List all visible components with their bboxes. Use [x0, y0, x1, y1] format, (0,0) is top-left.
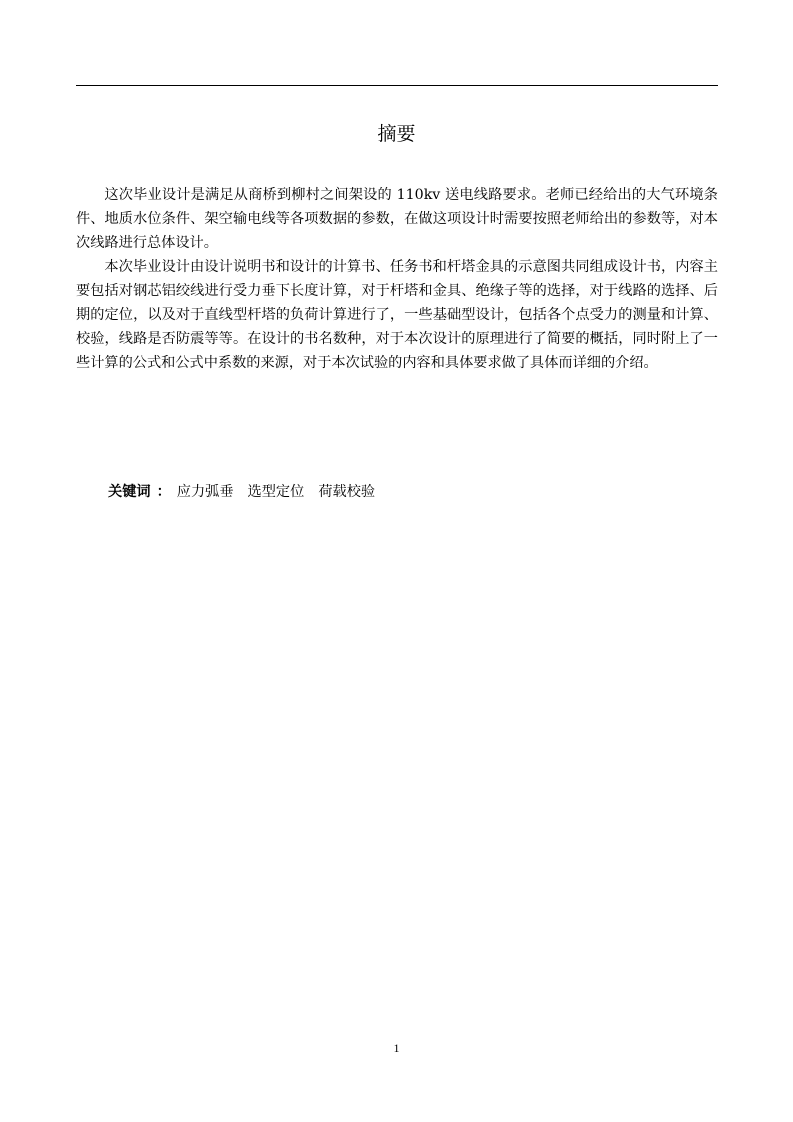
- page-number: 1: [393, 1041, 400, 1055]
- keyword-item: 应力弧垂: [176, 484, 234, 500]
- header-rule: [76, 85, 718, 86]
- keywords-separator: ：: [156, 484, 171, 500]
- keywords-line: [108, 480, 389, 504]
- abstract-paragraph-1: 这次毕业设计是满足从商桥到柳村之间架设的 110kv 送电线路要求。老师已经给出的大气环境条件、地质水位条件、架空输电线等各项数据的参数，在做这项设计时需要按照老师给出的参数等，对本次线路进行总体设计。: [76, 187, 718, 251]
- abstract-body: [76, 183, 718, 375]
- keyword-item: 荷载校验: [318, 484, 376, 500]
- keyword-item: 选型定位: [247, 484, 305, 500]
- keywords-label: 关键词: [108, 484, 151, 500]
- abstract-paragraph-2: 本次毕业设计由设计说明书和设计的计算书、任务书和杆塔金具的示意图共同组成设计书，内容主要包括对钢芯铝绞线进行受力垂下长度计算，对于杆塔和金具、绝缘子等的选择，对于线路的选择、后期的定位，以及对于直线型杆塔的负荷计算进行了，一些基础型设计，包括各个点受力的测量和计算、校验，线路是否防震等等。在设计的书名数种，对于本次设计的原理进行了简要的概括，同时附上了一些计算的公式和公式中系数的来源，对于本次试验的内容和具体要求做了具体而详细的介绍。: [76, 259, 718, 371]
- page-title: 摘要: [377, 123, 416, 145]
